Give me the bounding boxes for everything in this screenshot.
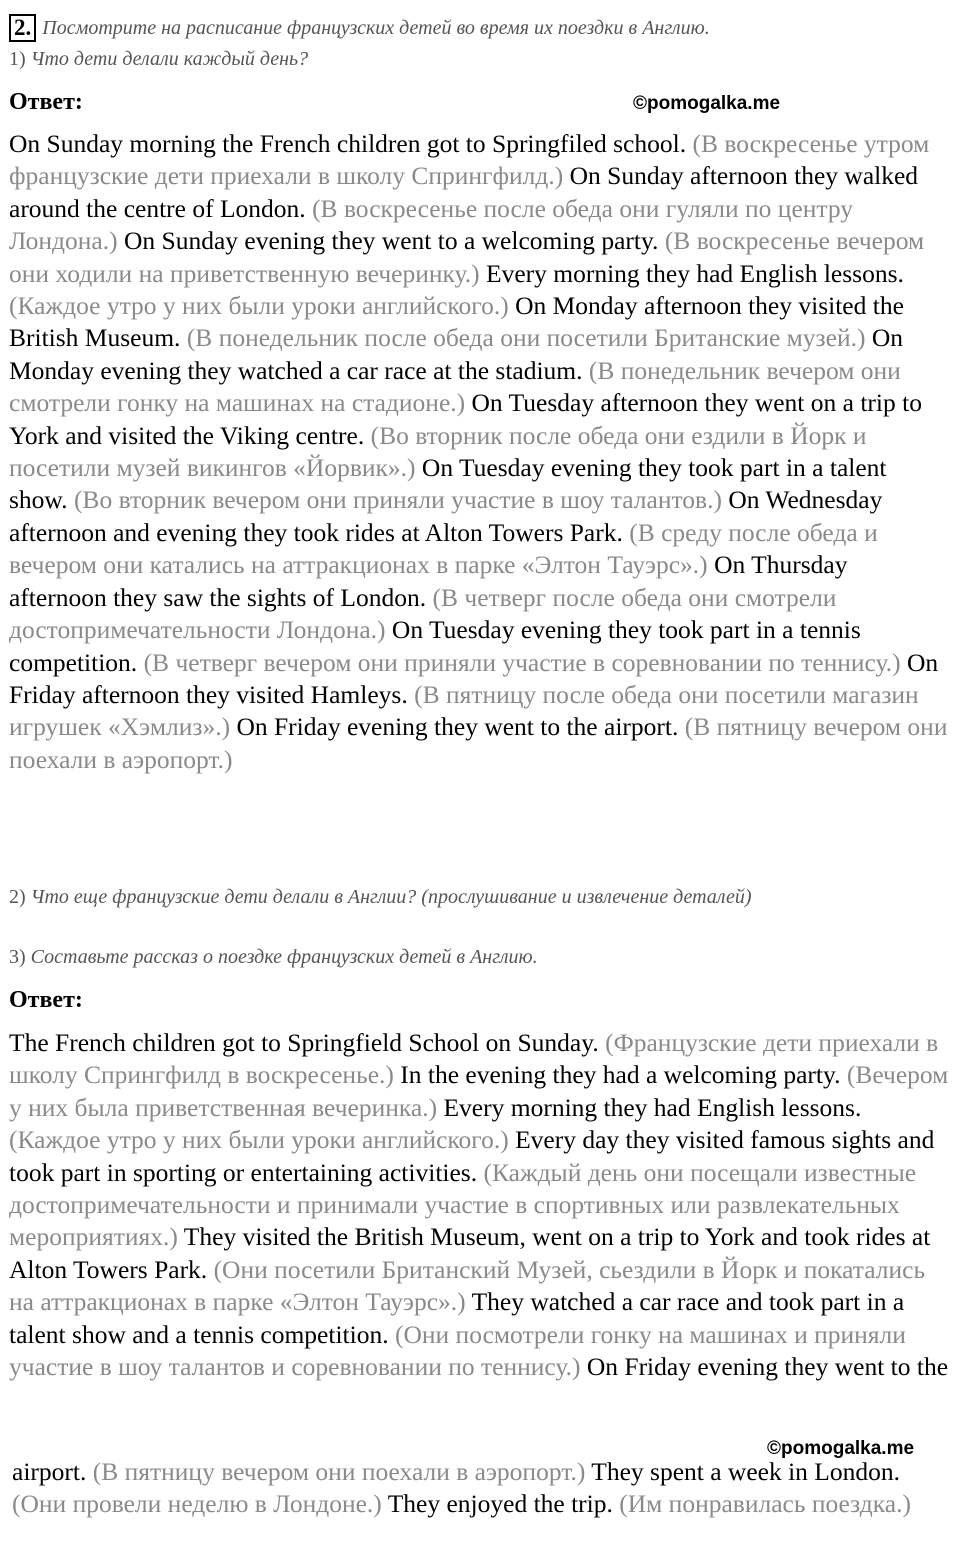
question-2 — [9, 884, 954, 910]
sentence-ru-translation: (В понедельник после обеда они посетили Британские музей.) — [186, 323, 866, 353]
sentence-ru-translation: (В пятницу после обеда они посетили магазин игрушек «Хэмлиз».) — [9, 679, 919, 742]
question-1 — [9, 46, 949, 72]
sentence-en: On Friday afternoon they visited Hamleys. — [9, 647, 939, 709]
sentence-en: On Tuesday afternoon they went on a trip to York and visited the Viking centre. — [9, 388, 922, 450]
sentence-en: The French children got to Springfield School on Sunday. — [9, 1028, 599, 1057]
question-2-number: 2) — [9, 886, 26, 908]
sentence-ru-translation: (В воскресенье после обеда они гуляли по центру Лондона.) — [9, 193, 854, 256]
sentence-en: Every morning they had English lessons. — [443, 1092, 862, 1122]
sentence-ru-translation: (Французские дети приехали в школу Спрингфилд в воскресенье.) — [9, 1028, 939, 1090]
sentence-en: airport. — [12, 1457, 87, 1486]
sentence-ru-translation: (Им понравилась поездка.) — [619, 1489, 911, 1519]
sentence-ru-translation: (Они посетили Британский Музей, сьездили в Йорк и покатались на аттракционах в парке «Элтон Тауэрс».) — [9, 1254, 926, 1317]
sentence-ru-translation: (В среду после обеда и вечером они катались на аттракционах в парке «Элтон Тауэрс».) — [9, 517, 878, 580]
sentence-ru-translation: (В пятницу вечером они поехали в аэропорт.) — [9, 712, 948, 774]
question-3-number: 3) — [9, 946, 26, 968]
watermark-top: ©pomogalka.me — [633, 93, 781, 114]
sentence-ru-translation: (В понедельник вечером они смотрели гонку на машинах на стадионе.) — [9, 355, 901, 418]
sentence-en: On Thursday afternoon they saw the sights of London. — [9, 550, 848, 612]
sentence-en: They watched a car race and took part in a talent show and a tennis competition. — [9, 1287, 905, 1349]
sentence-ru-translation: (Во вторник после обеда они ездили в Йорк и посетили музей викингов «Йорвик».) — [9, 420, 867, 483]
watermark-bottom: ©pomogalka.me — [767, 1438, 915, 1459]
sentence-en: On Friday evening they went to the airport. — [236, 712, 679, 742]
sentence-ru-translation: (В четверг вечером они приняли участие в соревновании по теннису.) — [143, 647, 901, 677]
answer-2-paragraph-part-1 — [9, 1027, 949, 1383]
question-1-text: Что дети делали каждый день? — [30, 48, 309, 70]
sentence-en: On Tuesday evening they took part in a talent show. — [9, 453, 887, 515]
sentence-ru-translation: (Каждое утро у них были уроки английского.) — [9, 1125, 509, 1155]
sentence-ru-translation: (Каждый день они посещали известные достопримечательности и принимали участие в спортивных или развлекательных мероприятиях.) — [9, 1157, 917, 1252]
sentence-ru-translation: (Они посмотрели гонку на машинах и приняли участие в шоу талантов и соревновании по теннису.) — [9, 1319, 906, 1382]
question-3-text: Составьте рассказ о поездке французских детей в Англию. — [30, 946, 538, 968]
sentence-en: On Monday afternoon they visited the British Museum. — [9, 291, 904, 353]
sentence-en: On Monday evening they watched a car race at the stadium. — [9, 323, 903, 385]
sentence-en: On Tuesday evening they took part in a tennis competition. — [9, 615, 861, 677]
sentence-ru-translation: (Вечером у них была приветственная вечеринка.) — [9, 1060, 949, 1122]
answer-2-paragraph-part-2 — [12, 1456, 952, 1521]
sentence-en: On Sunday morning the French children got to Springfiled school. — [9, 129, 687, 158]
sentence-ru-translation: (В четверг после обеда они смотрели достопримечательности Лондона.) — [9, 582, 837, 645]
sentence-ru-translation: (Каждое утро у них были уроки английского.) — [9, 291, 509, 321]
answer-label-2: Ответ: — [9, 987, 83, 1013]
sentence-ru-translation: (Во вторник вечером они приняли участие в шоу талантов.) — [73, 485, 722, 515]
sentence-ru-translation: (В воскресенье утром французские дети приехали в школу Спрингфилд.) — [9, 129, 930, 191]
sentence-ru-translation: (В пятницу вечером они поехали в аэропорт.) — [92, 1457, 586, 1486]
question-1-number: 1) — [9, 48, 26, 70]
sentence-ru-translation: (Они провели неделю в Лондоне.) — [12, 1489, 382, 1519]
sentence-ru-translation: (В воскресенье вечером они ходили на приветственную вечеринку.) — [9, 226, 925, 288]
sentence-en: Every morning they had English lessons. — [486, 258, 904, 288]
question-2-text: Что еще французские дети делали в Англии? (прослушивание и извлечение деталей) — [30, 886, 752, 908]
task-instruction: Посмотрите на расписание французских детей во время их поездки в Англию. — [42, 17, 710, 39]
answer-1-paragraph — [9, 128, 949, 776]
sentence-en: They spent a week in London. — [591, 1457, 901, 1486]
answer-label-1: Ответ: — [9, 89, 83, 115]
sentence-en: On Sunday afternoon they walked around the centre of London. — [9, 161, 919, 223]
task-header — [9, 14, 954, 42]
sentence-en: On Friday evening they went to the — [586, 1352, 949, 1382]
question-3 — [9, 944, 954, 970]
sentence-en: Every day they visited famous sights and took part in sporting or entertaining activities. — [9, 1125, 935, 1187]
sentence-en: On Wednesday afternoon and evening they took rides at Alton Towers Park. — [9, 485, 883, 547]
sentence-en: On Sunday evening they went to a welcoming party. — [124, 226, 659, 256]
sentence-en: In the evening they had a welcoming party. — [400, 1060, 841, 1090]
task-number-box: 2. — [9, 14, 36, 42]
sentence-en: They visited the British Museum, went on a trip to York and took rides at Alton Towers Park. — [9, 1222, 931, 1284]
sentence-en: They enjoyed the trip. — [387, 1489, 613, 1519]
